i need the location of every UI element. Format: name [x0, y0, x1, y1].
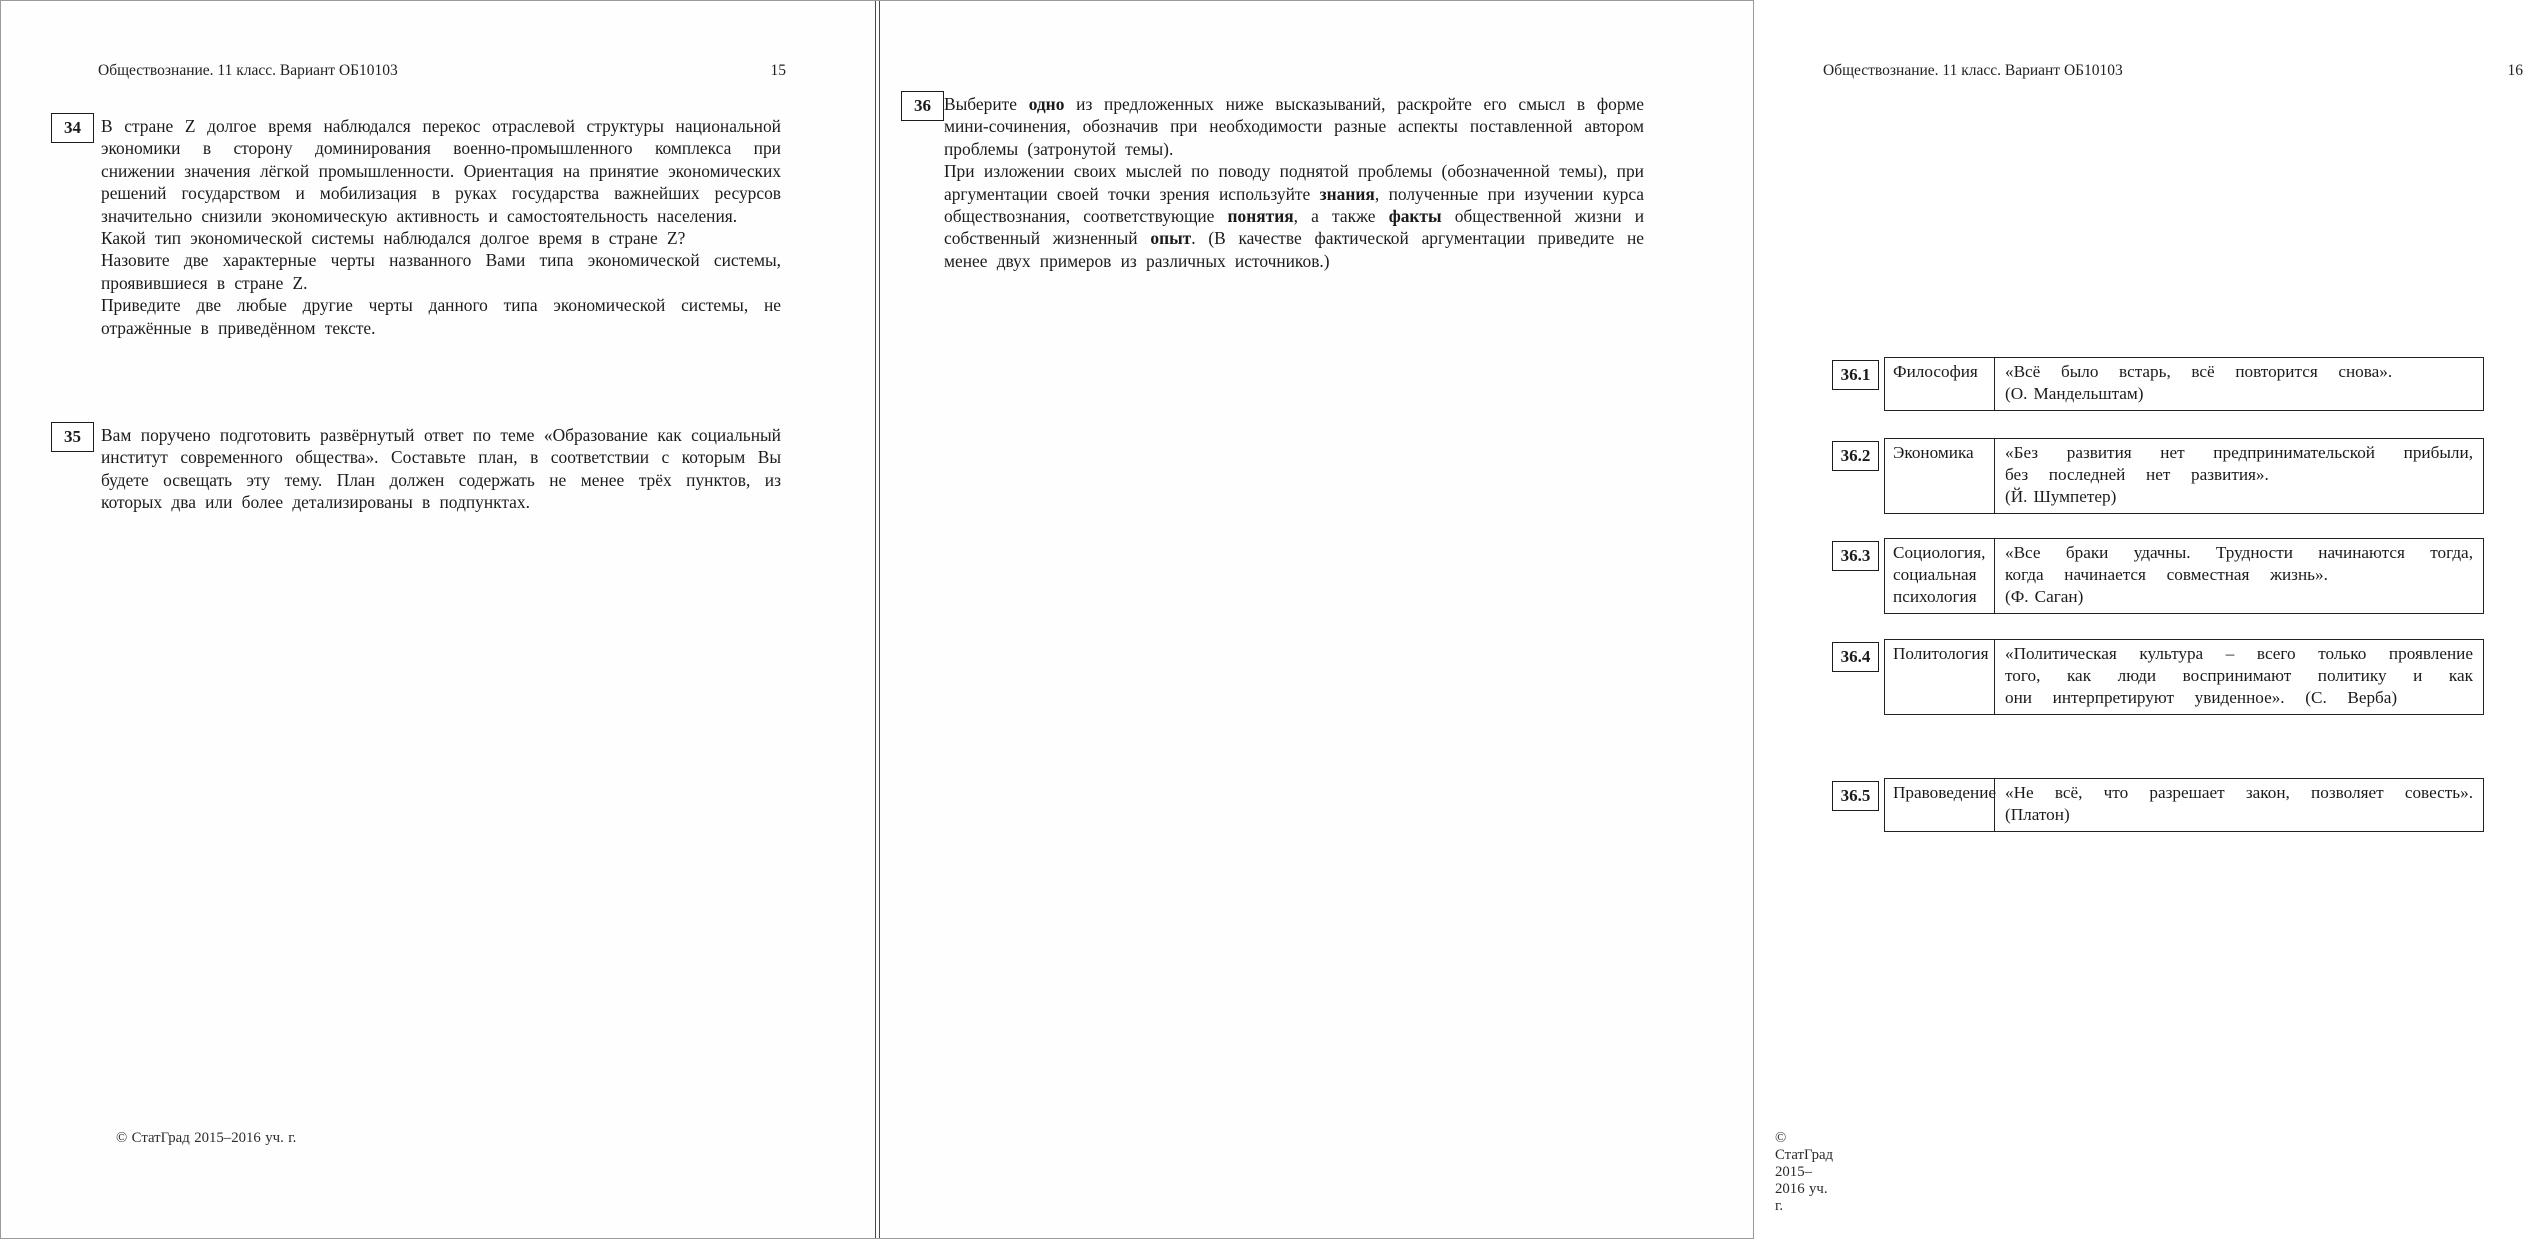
quote-author: (С. Верба) — [2305, 687, 2398, 707]
topic-number: 36.5 — [1840, 786, 1871, 805]
question-number: 34 — [64, 118, 81, 137]
paragraph: Назовите две характерные черты названного Вами типа экономической системы, проявившиеся в стране Z. — [101, 250, 781, 293]
topic-table — [1884, 538, 2484, 614]
discipline-cell: Социология, социальная психология — [1885, 539, 1995, 613]
question-number: 36 — [914, 96, 931, 115]
quote-author: (Й. Шумпетер) — [2005, 486, 2117, 506]
topic-row-36-4 — [1832, 639, 2484, 715]
discipline-cell: Политология — [1885, 640, 1995, 714]
topic-table — [1884, 778, 2484, 832]
topic-table — [1884, 639, 2484, 715]
quote-author: (Ф. Саган) — [2005, 586, 2084, 606]
quote-text: «Политическая культура – всего только проявление того, как люди воспринимают политику и как они интерпретируют увиденное». — [2005, 644, 2473, 707]
page-number: 15 — [770, 62, 786, 79]
quote-author: (О. Мандельштам) — [2005, 383, 2144, 403]
topic-number-box — [1832, 360, 1879, 390]
topic-number-box — [1832, 642, 1879, 672]
topic-table — [1884, 357, 2484, 411]
quote-cell — [1995, 779, 2483, 831]
discipline-cell: Экономика — [1885, 439, 1995, 513]
paragraph: Какой тип экономической системы наблюдался долгое время в стране Z? — [101, 228, 686, 249]
quote-cell — [1995, 539, 2483, 613]
paragraph: Выберите одно из предложенных ниже высказываний, раскройте его смысл в форме мини-сочинения, обозначив при необходимости разные аспекты поставленной автором проблемы (затронутой темы). — [944, 94, 1644, 159]
quote-text: «Всё было встарь, всё повторится снова». — [2005, 362, 2393, 381]
page-header — [1823, 61, 2523, 80]
page-number: 16 — [2507, 62, 2523, 79]
question-number-box-35 — [51, 422, 94, 452]
quote-cell — [1995, 439, 2483, 513]
topic-number: 36.3 — [1840, 546, 1871, 565]
topic-number-box — [1832, 541, 1879, 571]
topic-row-36-1 — [1832, 357, 2484, 411]
footer-copyright: © СтатГрад 2015–2016 уч. г. — [1775, 1130, 1834, 1214]
topic-number-box — [1832, 441, 1879, 471]
paragraph: Вам поручено подготовить развёрнутый ответ по теме «Образование как социальный институт современного общества». Составьте план, в соответствии с которым Вы будете освещать эту тему. План должен содержать не менее трёх пунктов, из которых два или более детализированы в подпунктах. — [101, 425, 781, 513]
question-34-text — [101, 115, 781, 339]
question-36-text — [944, 93, 1644, 272]
question-number-box-36 — [901, 91, 944, 121]
quote-cell — [1995, 358, 2483, 410]
topic-row-36-5 — [1832, 778, 2484, 832]
topic-row-36-2 — [1832, 438, 2484, 514]
paragraph: В стране Z долгое время наблюдался перекос отраслевой структуры национальной экономики в сторону доминирования военно-промышленного комплекса при снижении значения лёгкой промышленности. Ориентация на принятие экономических решений государством и мобилизация в руках государства важнейших ресурсов значительно снизили экономическую активность и самостоятельность населения. — [101, 116, 781, 226]
quote-text: «Без развития нет предпринимательской прибыли, без последней нет развития». — [2005, 443, 2473, 484]
question-number-box-34 — [51, 113, 94, 143]
discipline-cell: Правоведение — [1885, 779, 1995, 831]
page-header-title: Обществознание. 11 класс. Вариант ОБ10103 — [1823, 62, 2123, 79]
paragraph: При изложении своих мыслей по поводу поднятой проблемы (обозначенной темы), при аргументации своей точки зрения используйте знания, полученные при изучении курса обществознания, соответствующие понятия, а также факты общественной жизни и собственный жизненный опыт. (В качестве фактической аргументации приведите не менее двух примеров из различных источников.) — [944, 161, 1644, 271]
topic-number: 36.4 — [1840, 647, 1871, 666]
topic-number: 36.2 — [1840, 446, 1871, 465]
quote-author: (Платон) — [2005, 804, 2070, 824]
quote-text: «Не всё, что разрешает закон, позволяет совесть». — [2005, 783, 2473, 802]
discipline-cell: Философия — [1885, 358, 1995, 410]
page-16 — [880, 1, 2523, 1238]
topic-row-36-3 — [1832, 538, 2484, 614]
topic-number-box — [1832, 781, 1879, 811]
quote-text: «Все браки удачны. Трудности начинаются тогда, когда начинается совместная жизнь». — [2005, 543, 2473, 584]
page-15 — [1, 1, 875, 1238]
question-number: 35 — [64, 427, 81, 446]
paragraph: Приведите две любые другие черты данного типа экономической системы, не отражённые в приведённом тексте. — [101, 295, 781, 338]
quote-cell — [1995, 640, 2483, 714]
topic-table — [1884, 438, 2484, 514]
question-35-text — [101, 424, 781, 514]
page-header-title: Обществознание. 11 класс. Вариант ОБ10103 — [98, 62, 398, 79]
topic-number: 36.1 — [1840, 365, 1871, 384]
page-header — [98, 61, 786, 80]
footer-copyright: © СтатГрад 2015–2016 уч. г. — [116, 1130, 297, 1146]
